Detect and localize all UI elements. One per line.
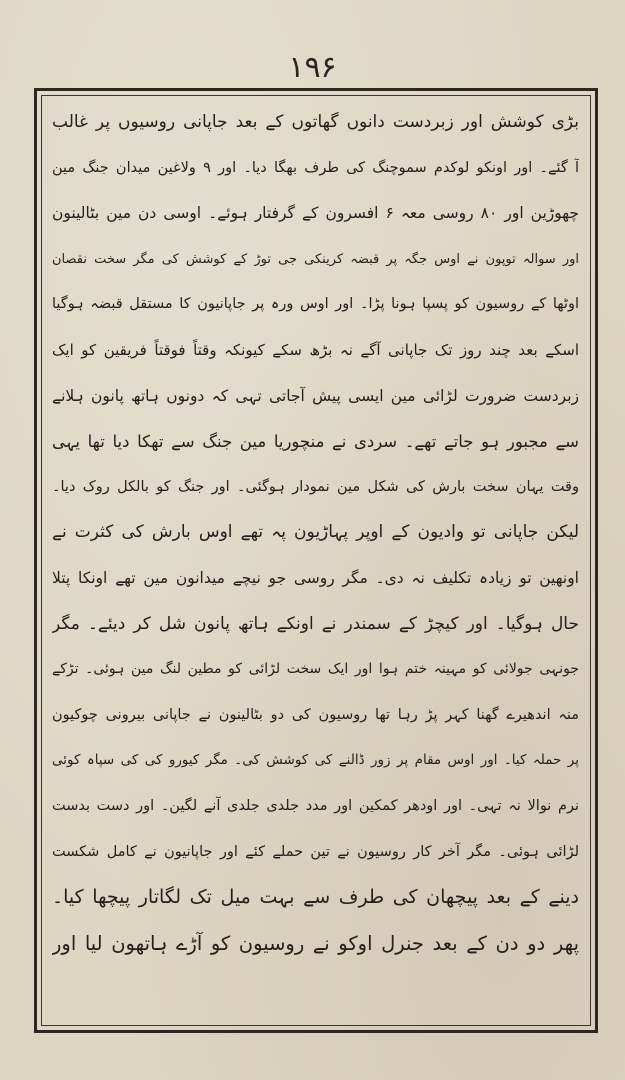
text-line: پھر دو دن کے بعد جنرل اوکو نے روسیون کو آڑے ہاتھون لیا اور [52,931,579,955]
text-line: جونہی جولائی کو مہینہ ختم ہوا اور ایک سخت لڑائی کو مطین لنگ مین ہوئی۔ تڑکے [52,661,579,678]
text-line: اوٹھا کے روسیون کو پسپا ہونا پڑا۔ اور اوس ورہ پر جاپانیون کا مستقل قبضہ ہوگیا [52,296,579,313]
text-line: لڑائی ہوئی۔ مگر آخر کار روسیون نے تین حملے کئے اور جاپانیون نے کامل شکست [52,843,579,860]
text-line: اور سوالہ توپون نے اوس جگہ پر قبضہ کرینکی جی توڑ کے کوشش کی مگر سخت نقصان [52,251,579,267]
text-line: وقت یہان سخت بارش کی شکل مین نمودار ہوگئی۔ اور جنگ کو بالکل روک دیا۔ [52,478,579,495]
text-line: دینے کے بعد پیچھان کی طرف سے بہت میل تک لگاتار پیچھا کیا۔ [52,886,579,909]
text-line: اسکے بعد چند روز تک جاپانی آگے نہ بڑھ سکے کیونکہ وقتاً فوقتاً فریقین کو ایک [52,340,579,359]
text-line: زبردست ضرورت لڑائی مین ایسی پیش آجاتی تہی کہ دونوں ہاتھ پانون ہلانے [52,386,579,405]
text-line: آ گئے۔ اور اونکو لوکدم سموچنگ کی طرف بھگا دیا۔ اور ۹ ولاغین میدان جنگ مین [52,159,579,176]
text-line: لیکن جاپانی تو وادیون کے اوپر پہاڑیون پہ تھے اوس بارش کی کثرت نے [52,522,579,543]
page-number: ۱۹۶ [288,50,337,85]
text-line: سے مجبور ہو جاتے تھے۔ سردی نے منچوریا مین جنگ سے تھکا دیا تھا یہی [52,432,579,452]
text-line: اونھین تو زیادہ تکلیف نہ دی۔ مگر روسی جو نیچے میدانون مین تھے اونکا پتلا [52,568,579,587]
text-line: نرم نوالا نہ تہی۔ اور اودھر کمکین اور مدد جلدی جلدی آنے لگین۔ اور دست بدست [52,797,579,814]
text-line: بڑی کوشش اور زبردست دانوں گھاتوں کے بعد جاپانی روسیوں پر غالب [52,112,579,132]
text-line: چھوڑین اور ۸۰ روسی معہ ۶ افسرون کے گرفتار ہوئے۔ اوسی دن مین بٹالینون [52,204,579,223]
text-line: پر حملہ کیا۔ اور اوس مقام پر زور ڈالنے کی کوشش کی۔ مگر کیورو کی کی سپاہ کوئی [52,752,579,769]
text-line: حال ہوگیا۔ اور کیچڑ کے سمندر نے اونکے ہاتھ پانون شل کر دیئے۔ مگر [52,613,579,634]
body-text [52,100,579,1018]
text-line: منہ اندھیرے گھنا کہر پڑ رہا تھا روسیون کی دو بٹالینون نے جاپانی بیرونی چوکیون [52,706,579,723]
